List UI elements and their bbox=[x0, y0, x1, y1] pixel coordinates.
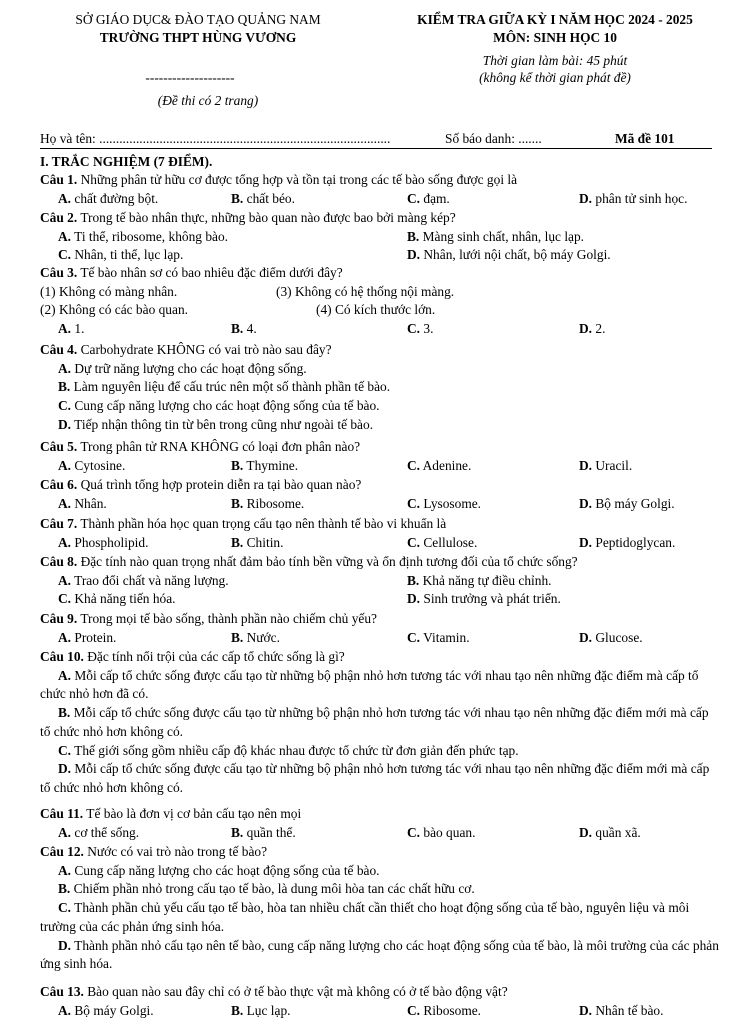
exam-title: KIỂM TRA GIỮA KỲ I NĂM HỌC 2024 - 2025 bbox=[417, 12, 693, 27]
exam-time-note: (không kể thời gian phát đề) bbox=[479, 70, 631, 85]
answer-text: Adenine. bbox=[420, 457, 472, 473]
answer-letter: C. bbox=[407, 495, 421, 511]
answer-option bbox=[58, 534, 148, 551]
answer-letter: D. bbox=[579, 321, 593, 337]
answer-text: quần thể. bbox=[243, 824, 296, 840]
question-stem bbox=[40, 610, 721, 627]
answer-text: Sinh trưởng và phát triển. bbox=[420, 591, 561, 607]
answer-option bbox=[58, 1002, 154, 1019]
answer-letter: A. bbox=[58, 457, 72, 473]
answer-letter: D. bbox=[58, 937, 72, 953]
statement-item: (3) Không có hệ thống nội màng. bbox=[276, 283, 455, 299]
answer-letter: D. bbox=[407, 247, 421, 263]
answer-option bbox=[58, 378, 390, 395]
answer-letter: A. bbox=[58, 862, 72, 878]
question-text: Carbohydrate KHÔNG có vai trò nào sau đây? bbox=[77, 342, 332, 357]
answer-option bbox=[579, 629, 643, 646]
answer-text: Peptidoglycan. bbox=[592, 534, 676, 550]
statement-item: (1) Không có màng nhân. bbox=[40, 283, 178, 299]
answer-letter: B. bbox=[231, 457, 244, 473]
answer-text: chất béo. bbox=[243, 190, 295, 206]
answer-letter: D. bbox=[579, 534, 593, 550]
answer-text: 1. bbox=[71, 321, 85, 337]
answer-letter: D. bbox=[579, 629, 593, 645]
answer-option bbox=[58, 457, 125, 474]
answer-option bbox=[231, 534, 283, 551]
answer-text: Trao đổi chất và năng lượng. bbox=[71, 572, 229, 588]
question-stem bbox=[40, 171, 721, 188]
question-number: Câu 9. bbox=[40, 611, 78, 626]
answer-text: Làm nguyên liệu để cấu trúc nên một số thành phần tế bào. bbox=[70, 379, 391, 395]
answer-text: Cung cấp năng lượng cho các hoạt động sống của tế bào. bbox=[71, 862, 380, 878]
exam-time: Thời gian làm bài: 45 phút bbox=[482, 53, 628, 68]
answer-option bbox=[58, 495, 107, 512]
answer-letter: B. bbox=[231, 629, 244, 645]
question-number: Câu 12. bbox=[40, 844, 84, 859]
answer-option bbox=[407, 190, 450, 207]
answer-text: Ti thể, ribosome, không bào. bbox=[71, 228, 229, 244]
answer-letter: C. bbox=[407, 457, 421, 473]
answer-option bbox=[407, 320, 433, 337]
answer-option bbox=[58, 590, 176, 607]
answer-text: Lục lạp. bbox=[243, 1002, 291, 1018]
question-stem bbox=[40, 438, 721, 455]
answer-letter: A. bbox=[58, 190, 72, 206]
answer-text: Cytosine. bbox=[71, 457, 126, 473]
answer-option bbox=[58, 572, 229, 589]
answer-option bbox=[407, 572, 552, 589]
student-id-field: Số báo danh: ....... bbox=[445, 131, 542, 146]
question-number: Câu 5. bbox=[40, 439, 78, 454]
answer-text: Bộ máy Golgi. bbox=[592, 495, 675, 511]
question-stem bbox=[40, 843, 721, 860]
question-stem bbox=[40, 209, 721, 226]
question-number: Câu 4. bbox=[40, 342, 78, 357]
question-stem bbox=[40, 515, 721, 532]
answer-option bbox=[407, 457, 471, 474]
answer-text: Nhân, ti thể, lục lạp. bbox=[71, 247, 184, 263]
subject: MÔN: SINH HỌC 10 bbox=[493, 30, 617, 45]
answer-option bbox=[58, 824, 139, 841]
question-number: Câu 10. bbox=[40, 649, 84, 664]
answer-option bbox=[407, 495, 481, 512]
answer-option bbox=[407, 228, 584, 245]
answer-option bbox=[231, 824, 296, 841]
answer-text: Bộ máy Golgi. bbox=[71, 1002, 154, 1018]
question-number: Câu 11. bbox=[40, 806, 84, 821]
question-number: Câu 6. bbox=[40, 477, 78, 492]
question-stem bbox=[40, 983, 721, 1000]
answer-option bbox=[231, 190, 295, 207]
question-text: Bào quan nào sau đây chỉ có ở tế bào thực vật mà không có ở tế bào động vật? bbox=[83, 984, 508, 999]
statement-item: (2) Không có các bào quan. bbox=[40, 302, 188, 318]
answer-option bbox=[40, 742, 720, 761]
answer-text: đạm. bbox=[420, 190, 450, 206]
answer-letter: D. bbox=[579, 824, 593, 840]
question-stem bbox=[40, 264, 721, 281]
exam-code: Mã đề 101 bbox=[615, 131, 675, 146]
answer-text: Mỗi cấp tổ chức sống được cấu tạo từ những bộ phận nhỏ hơn tương tác với nhau tạo nên những đặc điểm mà cấp tổ chức nhỏ hơn đã có. bbox=[40, 667, 699, 702]
answer-text: Phospholipid. bbox=[71, 534, 149, 550]
header-dashes: -------------------- bbox=[145, 70, 235, 85]
school-name: TRƯỜNG THPT HÙNG VƯƠNG bbox=[99, 30, 297, 45]
question-stem bbox=[40, 553, 721, 570]
answer-letter: B. bbox=[58, 705, 71, 721]
answer-option bbox=[579, 320, 605, 337]
answer-text: Cellulose. bbox=[420, 534, 478, 550]
answer-letter: C. bbox=[58, 591, 72, 607]
answer-letter: B. bbox=[231, 321, 244, 337]
question-number: Câu 1. bbox=[40, 172, 78, 187]
pages-note: (Đề thi có 2 trang) bbox=[157, 93, 259, 108]
question-stem bbox=[40, 476, 721, 493]
answer-text: Uracil. bbox=[592, 457, 633, 473]
question-number: Câu 3. bbox=[40, 265, 78, 280]
question-number: Câu 2. bbox=[40, 210, 78, 225]
answer-text: Chiếm phần nhỏ trong cấu tạo tế bào, là dung môi hòa tan các chất hữu cơ. bbox=[70, 881, 475, 897]
answer-letter: D. bbox=[58, 761, 72, 777]
question-text: Nước có vai trò nào trong tế bào? bbox=[83, 844, 268, 859]
answer-text: chất đường bột. bbox=[71, 190, 159, 206]
answer-option bbox=[40, 862, 720, 881]
answer-option bbox=[579, 534, 675, 551]
header-rule bbox=[40, 148, 712, 149]
answer-letter: C. bbox=[407, 1002, 421, 1018]
answer-option bbox=[231, 320, 257, 337]
answer-letter: B. bbox=[231, 534, 244, 550]
answer-letter: C. bbox=[58, 398, 72, 414]
question-text: Tế bào là đơn vị cơ bản cấu tạo nên mọi bbox=[83, 806, 302, 821]
answer-text: phân tử sinh học. bbox=[592, 190, 688, 206]
answer-text: Ribosome. bbox=[420, 1002, 482, 1018]
question-text: Trong phân tử RNA KHÔNG có loại đơn phân nào? bbox=[77, 439, 361, 454]
answer-letter: C. bbox=[407, 321, 421, 337]
question-stem bbox=[40, 341, 721, 358]
answer-text: Nhân. bbox=[71, 495, 107, 511]
answer-option bbox=[40, 899, 720, 936]
answer-option bbox=[579, 190, 687, 207]
answer-letter: B. bbox=[58, 881, 71, 897]
answer-text: quần xã. bbox=[592, 824, 641, 840]
question-text: Quá trình tổng hợp protein diễn ra tại bào quan nào? bbox=[77, 477, 362, 492]
answer-letter: D. bbox=[579, 1002, 593, 1018]
answer-text: Thymine. bbox=[243, 457, 299, 473]
answer-letter: C. bbox=[58, 742, 72, 758]
answer-letter: C. bbox=[407, 534, 421, 550]
answer-letter: A. bbox=[58, 321, 72, 337]
answer-option bbox=[407, 590, 561, 607]
answer-text: Khả năng tiến hóa. bbox=[71, 591, 176, 607]
answer-letter: C. bbox=[407, 190, 421, 206]
answer-text: Khả năng tự điều chỉnh. bbox=[419, 572, 552, 588]
answer-option bbox=[407, 1002, 481, 1019]
answer-letter: B. bbox=[407, 228, 420, 244]
answer-letter: C. bbox=[58, 900, 72, 916]
answer-text: bào quan. bbox=[420, 824, 476, 840]
answer-letter: B. bbox=[231, 495, 244, 511]
answer-letter: A. bbox=[58, 534, 72, 550]
answer-option bbox=[58, 416, 373, 433]
answer-text: 3. bbox=[420, 321, 434, 337]
answer-option bbox=[58, 397, 380, 414]
answer-letter: B. bbox=[231, 190, 244, 206]
answer-text: Màng sinh chất, nhân, lục lạp. bbox=[419, 228, 585, 244]
answer-letter: C. bbox=[407, 629, 421, 645]
question-number: Câu 7. bbox=[40, 516, 78, 531]
answer-option bbox=[58, 629, 116, 646]
answer-option bbox=[58, 360, 307, 377]
answer-letter: B. bbox=[231, 824, 244, 840]
question-text: Trong mọi tế bào sống, thành phần nào chiếm chủ yếu? bbox=[77, 611, 377, 626]
answer-option bbox=[58, 320, 84, 337]
question-number: Câu 8. bbox=[40, 554, 78, 569]
answer-text: Protein. bbox=[71, 629, 117, 645]
answer-letter: A. bbox=[58, 360, 72, 376]
answer-letter: B. bbox=[58, 379, 71, 395]
answer-letter: D. bbox=[579, 495, 593, 511]
answer-letter: A. bbox=[58, 824, 72, 840]
question-text: Thành phần hóa học quan trọng cấu tạo nên thành tế bào vi khuẩn là bbox=[77, 516, 447, 531]
answer-option bbox=[58, 190, 158, 207]
answer-text: Nước. bbox=[243, 629, 280, 645]
answer-letter: B. bbox=[407, 572, 420, 588]
answer-text: Vitamin. bbox=[420, 629, 470, 645]
question-text: Đặc tính nổi trội của các cấp tổ chức sống là gì? bbox=[83, 649, 345, 664]
answer-letter: A. bbox=[58, 228, 72, 244]
answer-text: Thế giới sống gồm nhiều cấp độ khác nhau được tổ chức từ đơn giản đến phức tạp. bbox=[71, 742, 519, 758]
answer-letter: B. bbox=[231, 1002, 244, 1018]
answer-option bbox=[40, 937, 720, 974]
answer-text: Mỗi cấp tổ chức sống được cấu tạo từ những bộ phận nhỏ hơn tương tác với nhau tạo nên những đặc điểm mới mà cấp tổ chức nhỏ hơn không có. bbox=[40, 761, 710, 795]
answer-option bbox=[40, 704, 720, 741]
answer-letter: A. bbox=[58, 629, 72, 645]
answer-text: 4. bbox=[243, 321, 257, 337]
answer-option bbox=[407, 534, 477, 551]
answer-text: Lysosome. bbox=[420, 495, 482, 511]
question-text: Tế bào nhân sơ có bao nhiêu đặc điểm dưới đây? bbox=[77, 265, 343, 280]
student-name-field: Họ và tên: ....................................................................................... bbox=[40, 131, 391, 146]
answer-letter: C. bbox=[58, 247, 72, 263]
answer-text: Thành phần nhỏ cấu tạo nên tế bào, cung cấp năng lượng cho các hoạt động sống của tế bào, là môi trường của các phản ứng sinh hóa. bbox=[40, 937, 719, 972]
answer-option bbox=[579, 457, 632, 474]
answer-option bbox=[407, 824, 475, 841]
question-stem bbox=[40, 648, 721, 665]
section-title: I. TRẮC NGHIỆM (7 ĐIỂM). bbox=[40, 154, 213, 169]
answer-letter: A. bbox=[58, 667, 72, 683]
answer-option bbox=[579, 1002, 663, 1019]
answer-option bbox=[579, 824, 641, 841]
question-text: Đặc tính nào quan trọng nhất đảm bảo tính bền vững và ổn định tương đối của tổ chức sống? bbox=[77, 554, 578, 569]
answer-text: Ribosome. bbox=[243, 495, 305, 511]
answer-option bbox=[40, 760, 720, 797]
answer-option bbox=[579, 495, 675, 512]
answer-option bbox=[231, 495, 304, 512]
answer-option bbox=[231, 457, 298, 474]
answer-option bbox=[58, 246, 183, 263]
answer-option bbox=[407, 246, 611, 263]
answer-text: 2. bbox=[592, 321, 606, 337]
answer-letter: C. bbox=[407, 824, 421, 840]
answer-letter: D. bbox=[579, 457, 593, 473]
answer-text: Chitin. bbox=[243, 534, 284, 550]
question-number: Câu 13. bbox=[40, 984, 84, 999]
answer-text: Glucose. bbox=[592, 629, 643, 645]
answer-text: Mỗi cấp tổ chức sống được cấu tạo từ những bộ phận nhỏ hơn tương tác với nhau tạo nên những đặc điểm mới mà cấp tổ chức nhỏ hơn không có. bbox=[40, 705, 709, 739]
question-text: Những phân tử hữu cơ được tổng hợp và tồn tại trong các tế bào sống được gọi là bbox=[77, 172, 518, 187]
answer-option bbox=[40, 880, 720, 899]
answer-option bbox=[40, 667, 720, 704]
answer-letter: A. bbox=[58, 495, 72, 511]
answer-text: Cung cấp năng lượng cho các hoạt động sống của tế bào. bbox=[71, 398, 380, 414]
answer-text: cơ thể sống. bbox=[71, 824, 140, 840]
answer-text: Thành phần chủ yếu cấu tạo tế bào, hòa tan nhiều chất cần thiết cho hoạt động sống của tế bào, nguyên liệu và môi trường của các phản ứng sinh hóa. bbox=[40, 900, 690, 934]
answer-letter: D. bbox=[579, 190, 593, 206]
statement-item: (4) Có kích thước lớn. bbox=[316, 302, 436, 318]
question-text: Trong tế bào nhân thực, những bào quan nào được bao bởi màng kép? bbox=[77, 210, 456, 225]
answer-option bbox=[231, 629, 280, 646]
answer-letter: A. bbox=[58, 1002, 72, 1018]
answer-text: Nhân, lưới nội chất, bộ máy Golgi. bbox=[420, 247, 611, 263]
answer-letter: D. bbox=[58, 416, 72, 432]
answer-option bbox=[231, 1002, 291, 1019]
answer-letter: D. bbox=[407, 591, 421, 607]
answer-letter: A. bbox=[58, 572, 72, 588]
question-stem bbox=[40, 805, 721, 822]
answer-option bbox=[407, 629, 470, 646]
answer-text: Tiếp nhận thông tin từ bên trong cũng như ngoài tế bào. bbox=[71, 416, 374, 432]
answer-text: Dự trữ năng lượng cho các hoạt động sống. bbox=[71, 360, 307, 376]
department-name: SỞ GIÁO DỤC& ĐÀO TẠO QUẢNG NAM bbox=[75, 12, 321, 27]
answer-option bbox=[58, 228, 228, 245]
answer-text: Nhân tế bào. bbox=[592, 1002, 664, 1018]
